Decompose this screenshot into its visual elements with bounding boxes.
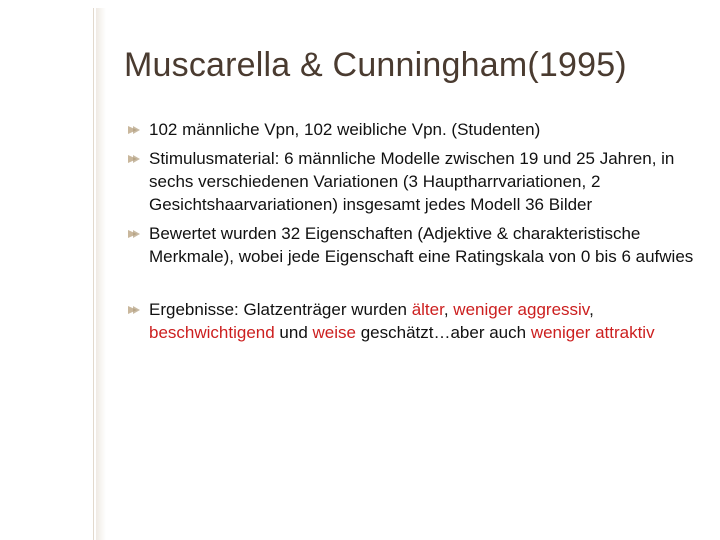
bullet-marker-icon xyxy=(128,125,140,135)
highlight-weniger-attraktiv: weniger attraktiv xyxy=(530,323,655,342)
bullet-list xyxy=(128,118,708,344)
bullet-item xyxy=(128,147,708,216)
bullet-marker-icon xyxy=(128,229,140,239)
bullet-text: Stimulusmaterial: 6 männliche Modelle zwischen 19 und 25 Jahren, in sechs verschiedenen Variationen (3 Hauptharrvariationen, 2 Gesichtshaarvariationen) insgesamt jedes Modell 36 Bilder xyxy=(149,149,675,214)
result-segment: , xyxy=(443,300,454,319)
result-segment: , xyxy=(589,300,594,319)
highlight-weise: weise xyxy=(312,323,356,342)
bullet-text xyxy=(149,300,655,342)
bullet-item xyxy=(128,222,708,268)
highlight-beschwichtigend: beschwichtigend xyxy=(149,323,275,342)
slide-title: Muscarella & Cunningham(1995) xyxy=(124,46,627,84)
highlight-weniger-aggressiv: weniger aggressiv xyxy=(453,300,590,319)
highlight-aelter: älter xyxy=(411,300,444,319)
bullet-text: 102 männliche Vpn, 102 weibliche Vpn. (Studenten) xyxy=(149,120,541,139)
bullet-item xyxy=(128,298,708,344)
result-segment: Ergebnisse: Glatzenträger wurden xyxy=(149,300,412,319)
bullet-item xyxy=(128,118,708,141)
bullet-text: Bewertet wurden 32 Eigenschaften (Adjektive & charakteristische Merkmale), wobei jede Eigenschaft eine Ratingskala von 0 bis 6 aufwies xyxy=(149,224,694,266)
result-segment: geschätzt…aber auch xyxy=(355,323,531,342)
bullet-marker-icon xyxy=(128,305,140,315)
slide-frame-shadow xyxy=(96,8,106,540)
result-segment: und xyxy=(274,323,313,342)
bullet-marker-icon xyxy=(128,154,140,164)
slide-frame-line xyxy=(93,8,94,540)
